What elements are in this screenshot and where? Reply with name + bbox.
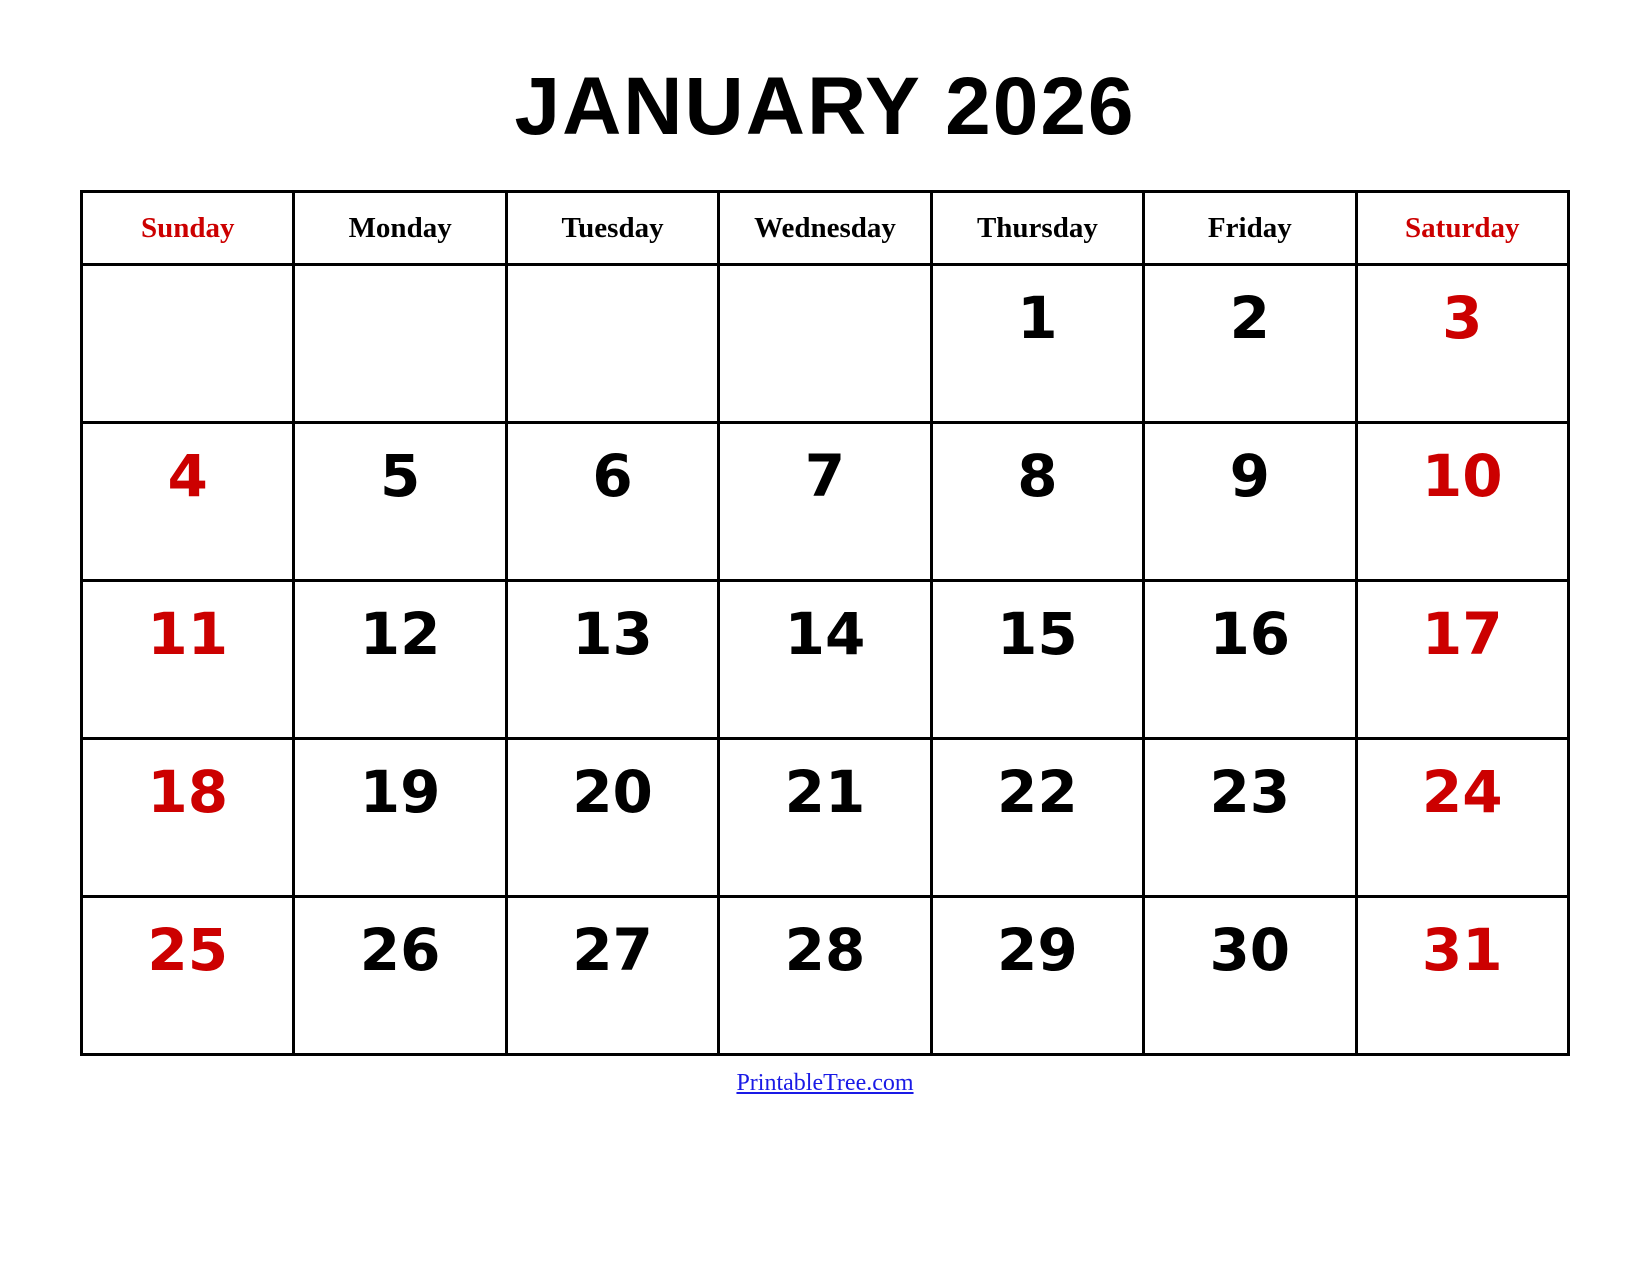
calendar-day-cell[interactable] xyxy=(719,581,931,739)
calendar-day-cell[interactable] xyxy=(1144,739,1356,897)
calendar-week-row xyxy=(82,423,1569,581)
day-number: 29 xyxy=(997,915,1078,984)
calendar-day-cell[interactable] xyxy=(506,739,718,897)
calendar-day-cell[interactable] xyxy=(294,423,506,581)
day-number: 10 xyxy=(1421,441,1503,510)
calendar-day-cell[interactable] xyxy=(506,265,718,423)
weekday-header-tuesday: Tuesday xyxy=(506,192,718,265)
weekday-header-friday: Friday xyxy=(1144,192,1356,265)
day-number: 18 xyxy=(147,757,229,826)
day-number: 7 xyxy=(804,441,846,510)
day-number: 11 xyxy=(147,599,229,668)
day-number: 28 xyxy=(784,915,866,984)
weekday-header-thursday: Thursday xyxy=(931,192,1143,265)
day-number: 15 xyxy=(997,599,1078,668)
calendar-day-cell[interactable] xyxy=(931,423,1143,581)
day-number: 2 xyxy=(1229,283,1270,352)
day-number: 17 xyxy=(1421,599,1503,668)
day-number xyxy=(295,312,504,376)
calendar-day-cell[interactable] xyxy=(931,265,1143,423)
calendar-day-cell[interactable] xyxy=(1356,423,1568,581)
calendar-day-cell[interactable] xyxy=(294,739,506,897)
calendar-day-cell[interactable] xyxy=(719,897,931,1055)
source-link[interactable]: PrintableTree.com xyxy=(736,1070,914,1097)
calendar-day-cell[interactable] xyxy=(294,897,506,1055)
calendar-day-cell[interactable] xyxy=(1356,897,1568,1055)
weekday-header-sunday: Sunday xyxy=(82,192,294,265)
calendar-grid xyxy=(80,190,1570,1056)
page-title: JANUARY 2026 xyxy=(514,61,1136,152)
calendar-day-cell[interactable] xyxy=(1144,581,1356,739)
calendar-week-row xyxy=(82,265,1569,423)
calendar-day-cell[interactable] xyxy=(82,581,294,739)
day-number xyxy=(83,312,292,376)
calendar-day-cell[interactable] xyxy=(1356,265,1568,423)
day-number xyxy=(720,312,929,376)
calendar-day-cell[interactable] xyxy=(82,739,294,897)
day-number: 21 xyxy=(784,757,866,826)
day-number: 19 xyxy=(359,757,441,826)
day-number: 26 xyxy=(359,915,441,984)
calendar-day-cell[interactable] xyxy=(1356,581,1568,739)
calendar-day-cell[interactable] xyxy=(931,581,1143,739)
calendar-day-cell[interactable] xyxy=(719,265,931,423)
day-number: 5 xyxy=(379,441,421,510)
day-number: 3 xyxy=(1442,283,1483,352)
day-number: 23 xyxy=(1209,757,1291,826)
footer xyxy=(0,1070,1650,1097)
day-number: 24 xyxy=(1421,757,1503,826)
day-number: 20 xyxy=(572,757,653,826)
calendar-week-row xyxy=(82,581,1569,739)
day-number: 13 xyxy=(572,599,653,668)
calendar-day-cell[interactable] xyxy=(506,897,718,1055)
day-number: 25 xyxy=(147,915,229,984)
day-number: 31 xyxy=(1421,915,1503,984)
calendar-week-row xyxy=(82,739,1569,897)
day-number: 27 xyxy=(572,915,653,984)
calendar-day-cell[interactable] xyxy=(82,897,294,1055)
day-number: 14 xyxy=(784,599,866,668)
calendar-day-cell[interactable] xyxy=(1144,423,1356,581)
day-number: 4 xyxy=(167,441,208,510)
day-number: 30 xyxy=(1209,915,1291,984)
day-number: 6 xyxy=(592,441,633,510)
weekday-header-wednesday: Wednesday xyxy=(719,192,931,265)
calendar-day-cell[interactable] xyxy=(1356,739,1568,897)
day-number: 8 xyxy=(1017,441,1058,510)
calendar-day-cell[interactable] xyxy=(82,265,294,423)
calendar-day-cell[interactable] xyxy=(719,739,931,897)
calendar-week-row xyxy=(82,897,1569,1055)
calendar-day-cell[interactable] xyxy=(719,423,931,581)
calendar-day-cell[interactable] xyxy=(1144,265,1356,423)
calendar-day-cell[interactable] xyxy=(294,581,506,739)
calendar-day-cell[interactable] xyxy=(1144,897,1356,1055)
calendar-day-cell[interactable] xyxy=(294,265,506,423)
weekday-header-monday: Monday xyxy=(294,192,506,265)
calendar-day-cell[interactable] xyxy=(82,423,294,581)
calendar-day-cell[interactable] xyxy=(931,897,1143,1055)
day-number: 12 xyxy=(359,599,441,668)
calendar-day-cell[interactable] xyxy=(506,581,718,739)
day-number: 22 xyxy=(997,757,1078,826)
day-number: 1 xyxy=(1017,283,1058,352)
day-number: 9 xyxy=(1229,441,1270,510)
day-number xyxy=(508,312,717,376)
calendar-day-cell[interactable] xyxy=(931,739,1143,897)
day-number: 16 xyxy=(1209,599,1291,668)
calendar-header-row xyxy=(82,192,1569,265)
weekday-header-saturday: Saturday xyxy=(1356,192,1568,265)
calendar-day-cell[interactable] xyxy=(506,423,718,581)
